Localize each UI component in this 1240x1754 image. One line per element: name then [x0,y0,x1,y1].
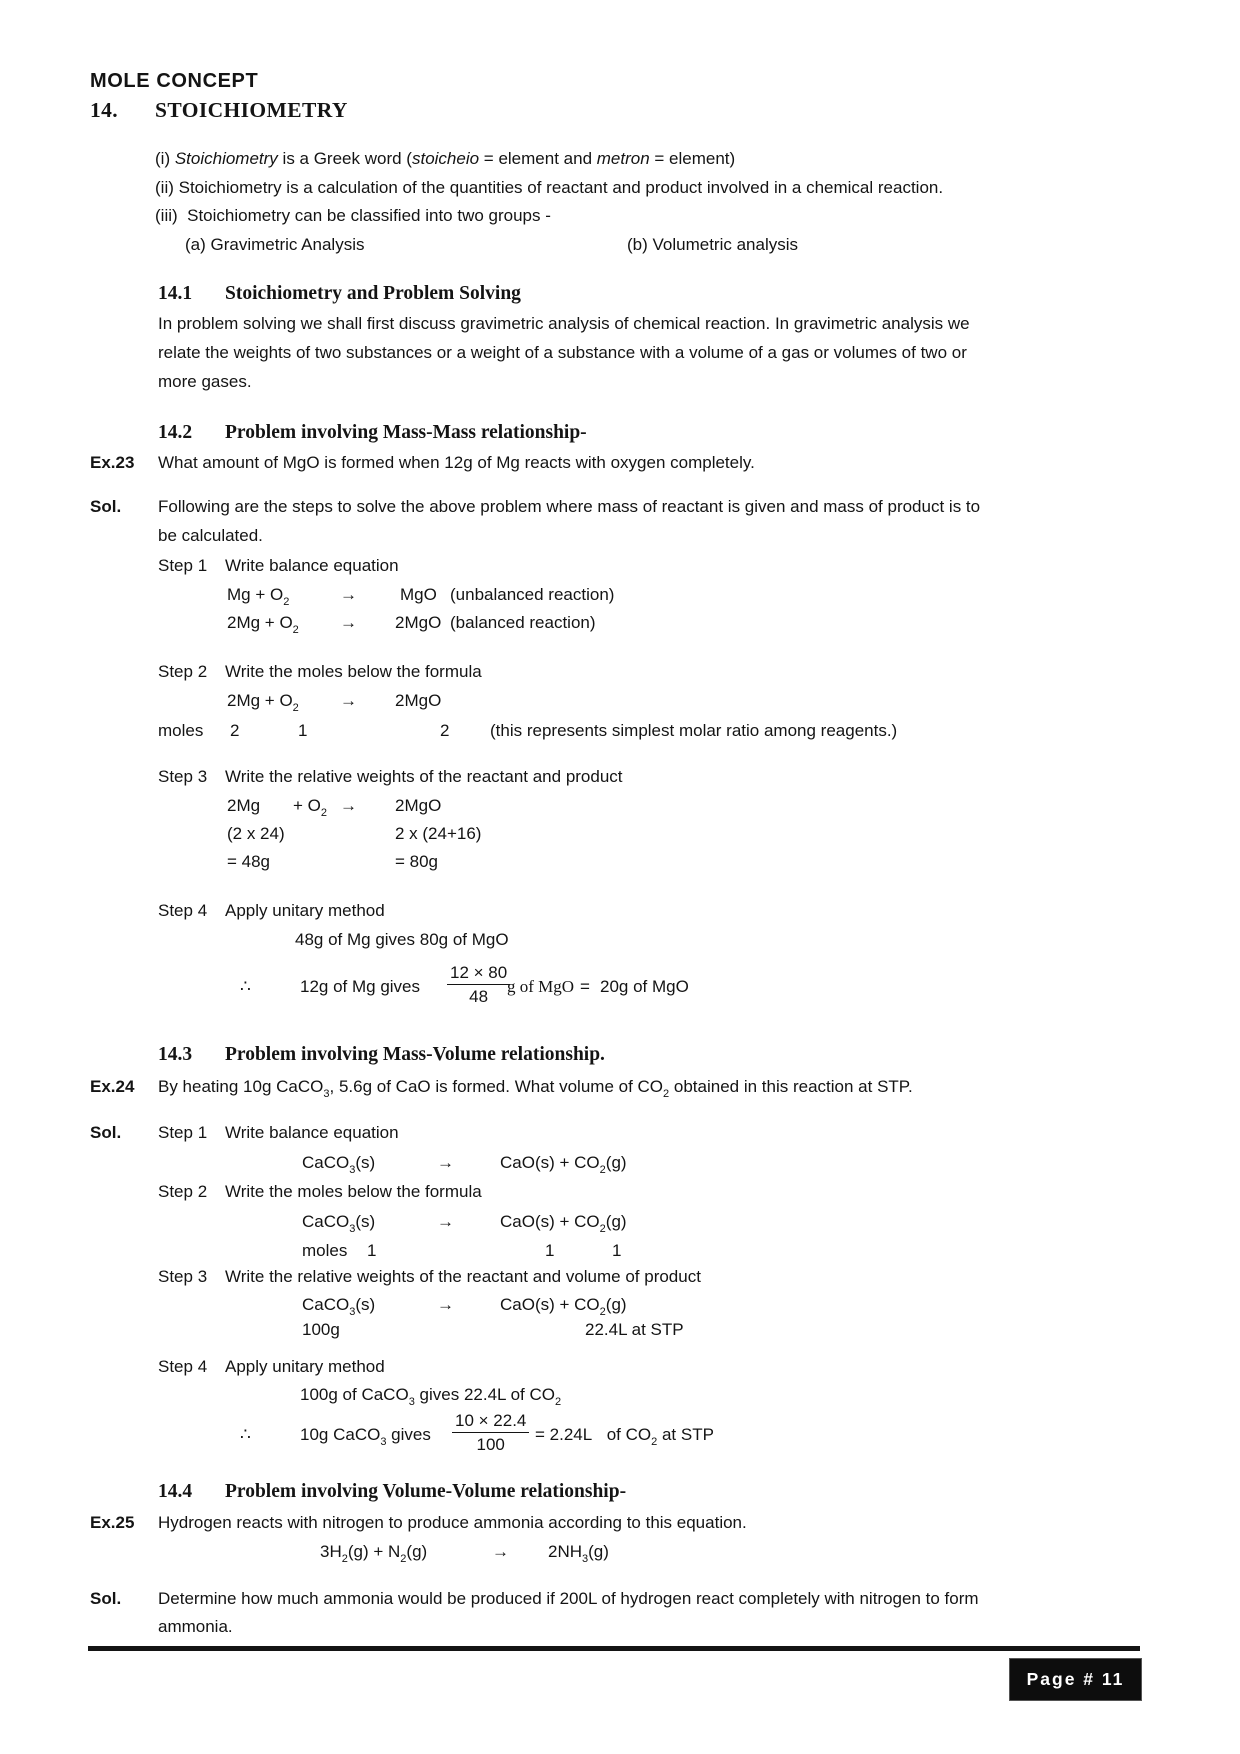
ex24-eq1-arrow: → [437,1153,454,1172]
ex24-step4-label: Step 4 [158,1357,208,1376]
ex25-eq-rhs: $2NH_3(g)$ [548,1542,609,1565]
ex24-eq2-arrow: → [437,1212,454,1231]
ex24-fraction: $\frac{10 \times 22.4}{100}$ [452,1410,529,1455]
ex23-moles-v3: 2 [440,721,450,740]
therefore-symbol: ∴ [240,977,251,996]
group-b-label: (b) Volumetric analysis [627,235,799,254]
ex23-eq1-arrow: → [340,585,357,604]
ex23-question: What amount of MgO is formed when 12g of Mg reacts with oxygen completely. [158,453,755,472]
ex24-eq1-lhs: CaCO$_3$(s) [302,1153,376,1176]
ex23-moles-note: (this represents simplest molar ratio among reagents.) [490,721,898,740]
heading-142-title: Problem involving Mass-Mass relationship- [225,422,587,443]
group-a-label: (a) Gravimetric Analysis [185,235,365,254]
intro-point-i: (i) Stoichiometry is a Greek word (stoicheio = element and metron = element) [155,149,736,168]
ex24-moles-v3: 1 [612,1241,622,1260]
ex24-label: Ex.24 [90,1077,135,1096]
ex24-step1-label: Step 1 [158,1123,208,1142]
ex25-sol-line2: ammonia. [158,1617,233,1636]
ex24-mass-rhs: 22.4L at STP [585,1320,684,1339]
ex25-label: Ex.25 [90,1513,135,1532]
ex23-equals: = [580,977,590,996]
ex23-eq4-lhs-b: + $O_2$ [293,796,327,819]
para-141-line1: In problem solving we shall first discuss gravimetric analysis of chemical reaction. In gravimetric analysis we [158,314,970,333]
ex23-weights-rhs: 2 x (24+16) [395,824,482,843]
ex23-eq2-lhs: $2Mg + O_2$ [227,613,299,636]
ex23-sol-line1: Following are the steps to solve the above problem where mass of reactant is given and mass of product is to [158,497,981,516]
ex23-eq4-arrow: → [340,796,357,815]
ex24-step2-label: Step 2 [158,1182,208,1201]
heading-141-title: Stoichiometry and Problem Solving [225,283,521,304]
intro-point-iii: (iii) Stoichiometry can be classified into two groups - [155,206,551,225]
ex23-moles-v2: 1 [298,721,308,740]
ex23-sol-line2: be calculated. [158,526,263,545]
ex23-eq3-arrow: → [340,691,357,710]
ex23-conclusion-lead: 12g of Mg gives [300,977,421,996]
ex23-label: Ex.23 [90,453,135,472]
ex23-eq1-note: (unbalanced reaction) [450,585,615,604]
ex25-question: Hydrogen reacts with nitrogen to produce ammonia according to this equation. [158,1513,747,1532]
ex23-step1-label: Step 1 [158,556,208,575]
section-number: 14. [90,98,119,122]
therefore-symbol: ∴ [240,1425,251,1444]
ex23-totals-lhs: = 48g [227,852,271,871]
heading-142-number: 14.2 [158,422,193,443]
ex24-eq2-rhs: $CaO(s) + CO_2(g)$ [500,1212,627,1235]
ex23-step3-text: Write the relative weights of the reactant and product [225,767,623,786]
intro-point-ii: (ii) Stoichiometry is a calculation of the quantities of reactant and product involved in a chemical reaction. [155,178,944,197]
ex23-eq2-arrow: → [340,613,357,632]
ex24-eq3-lhs: CaCO$_3$(s) [302,1295,376,1318]
ex24-conclusion-lead: 10g CaCO$_3$ gives [300,1425,431,1448]
footer-divider [88,1646,1140,1651]
ex25-eq-lhs: $3H_2(g) + N_2(g)$ [320,1542,428,1565]
ex23-moles-label: moles [158,721,204,740]
ex24-eq1-rhs: $CaO(s) + CO_2(g)$ [500,1153,627,1176]
para-141-line3: more gases. [158,372,252,391]
ex24-mass-lhs: 100g [302,1320,340,1339]
page-number-badge: Page # 11 [1009,1658,1142,1701]
heading-143-number: 14.3 [158,1044,193,1065]
ex24-eq2-lhs: CaCO$_3$(s) [302,1212,376,1235]
ex23-sol-label: Sol. [90,497,122,516]
ex24-equals-result: = 2.24L [535,1425,593,1444]
ex24-after-result: of $CO_2$ at STP [602,1425,714,1448]
ex24-step3-text: Write the relative weights of the reactant and volume of product [225,1267,701,1286]
section-title: STOICHIOMETRY [155,98,348,122]
heading-141-number: 14.1 [158,283,193,304]
ex23-eq2-note: (balanced reaction) [450,613,596,632]
ex23-eq3-rhs: 2MgO [395,691,442,710]
ex23-step1-text: Write balance equation [225,556,399,575]
ex25-sol-line1: Determine how much ammonia would be produced if 200L of hydrogen react completely with nitrogen to form [158,1589,979,1608]
ex24-step4-text: Apply unitary method [225,1357,385,1376]
ex23-moles-v1: 2 [230,721,240,740]
heading-144-number: 14.4 [158,1481,193,1502]
ex23-totals-rhs: = 80g [395,852,439,871]
ex24-moles-v1: 1 [367,1241,377,1260]
ex23-unitary-line: 48g of Mg gives 80g of MgO [295,930,509,949]
ex24-moles-label: moles [302,1241,348,1260]
ex24-question: By heating 10g CaCO$_3$, 5.6g of CaO is formed. What volume of $CO_2$ obtained in this reaction at STP. [158,1077,913,1100]
ex23-step3-label: Step 3 [158,767,208,786]
ex24-moles-v2: 1 [545,1241,555,1260]
ex23-weights-lhs: (2 x 24) [227,824,285,843]
heading-143-title: Problem involving Mass-Volume relationship. [225,1044,605,1065]
ex23-eq3-lhs: $2Mg + O_2$ [227,691,299,714]
ex23-eq4-rhs: 2MgO [395,796,442,815]
ex23-step2-text: Write the moles below the formula [225,662,482,681]
para-141-line2: relate the weights of two substances or a weight of a substance with a volume of a gas or volumes of two or [158,343,967,362]
heading-144-title: Problem involving Volume-Volume relationship- [225,1481,627,1502]
ex23-after-fraction: g of MgO [507,977,575,996]
ex25-eq-arrow: → [492,1542,509,1561]
ex23-result: 20g of MgO [600,977,689,996]
ex23-fraction: $\frac{12 \times 80}{48}$ [447,962,510,1007]
ex23-eq1-rhs: MgO [400,585,437,604]
ex24-unitary-line: 100g of CaCO$_3$ gives 22.4L of $CO_2$ [300,1385,562,1408]
ex23-step4-text: Apply unitary method [225,901,385,920]
ex23-eq2-rhs: 2MgO [395,613,442,632]
ex24-eq3-rhs: $CaO(s) + CO_2(g)$ [500,1295,627,1318]
ex24-eq3-arrow: → [437,1295,454,1314]
ex24-sol-label: Sol. [90,1123,122,1142]
ex24-step2-text: Write the moles below the formula [225,1182,482,1201]
ex23-step4-label: Step 4 [158,901,208,920]
ex25-sol-label: Sol. [90,1589,122,1608]
ex24-step1-text: Write balance equation [225,1123,399,1142]
ex23-eq1-lhs: $Mg + O_2$ [227,585,290,608]
ex23-eq4-lhs-a: 2Mg [227,796,261,815]
ex23-step2-label: Step 2 [158,662,208,681]
page-title: MOLE CONCEPT [90,70,259,92]
ex24-step3-label: Step 3 [158,1267,208,1286]
